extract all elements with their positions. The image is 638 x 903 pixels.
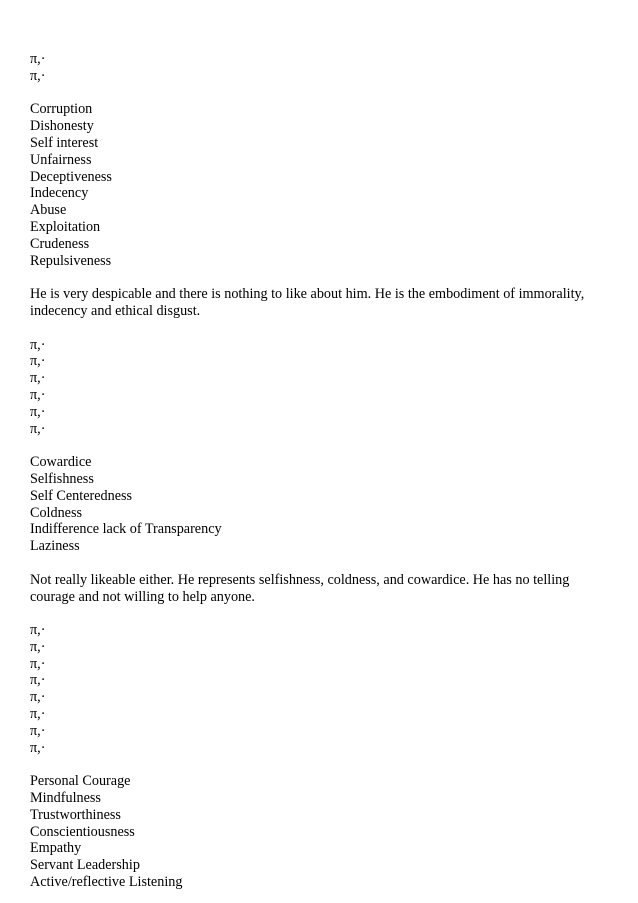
glyph-line: π,· (30, 638, 46, 655)
glyph-line: π,· (30, 403, 46, 420)
glyph-line: π,· (30, 336, 46, 353)
trait-list (30, 101, 610, 269)
glyph-line: π,· (30, 386, 46, 403)
spacer (30, 756, 610, 773)
spacer (30, 85, 610, 102)
trait-item: Cowardice (30, 454, 92, 471)
glyph-line: π,· (30, 722, 46, 739)
trait-list (30, 454, 610, 555)
glyph-line: π,· (30, 622, 46, 639)
spacer (30, 320, 610, 337)
trait-item: Selfishness (30, 470, 94, 487)
trait-item: Unfairness (30, 151, 92, 168)
description-paragraph: Not really likeable either. He represents selfishness, coldness, and cowardice. He has no telling courage and not willing to help anyone. (30, 571, 570, 605)
trait-item: Active/reflective Listening (30, 874, 183, 891)
trait-item: Servant Leadership (30, 857, 140, 874)
trait-list (30, 773, 610, 891)
glyph-line: π,· (30, 739, 46, 756)
glyph-line: π,· (30, 420, 46, 437)
trait-item: Corruption (30, 101, 93, 118)
trait-item: Abuse (30, 202, 67, 219)
section-block-3 (30, 622, 610, 891)
section-block-1 (30, 51, 610, 320)
glyph-line: π,· (30, 706, 46, 723)
document-page (30, 51, 610, 891)
trait-item: Indecency (30, 185, 89, 202)
trait-item: Crudeness (30, 235, 90, 252)
glyph-line: π,· (30, 689, 46, 706)
trait-item: Coldness (30, 504, 83, 521)
spacer (30, 555, 610, 572)
glyph-line: π,· (30, 655, 46, 672)
trait-item: Dishonesty (30, 118, 94, 135)
trait-item: Indifference lack of Transparency (30, 521, 222, 538)
trait-item: Self interest (30, 134, 99, 151)
glyph-line: π,· (30, 51, 46, 67)
trait-item: Conscientiousness (30, 823, 135, 840)
trait-item: Empathy (30, 840, 82, 857)
trait-item: Laziness (30, 538, 80, 555)
spacer (30, 269, 610, 286)
trait-item: Self Centeredness (30, 487, 133, 504)
trait-item: Deceptiveness (30, 168, 112, 185)
description-paragraph: He is very despicable and there is nothing to like about him. He is the embodiment of immorality, indecency and ethical disgust. (30, 286, 585, 319)
glyph-line: π,· (30, 370, 46, 387)
trait-item: Trustworthiness (30, 806, 121, 823)
spacer (30, 437, 610, 454)
section-block-2 (30, 337, 610, 606)
trait-item: Repulsiveness (30, 252, 112, 269)
trait-item: Mindfulness (30, 790, 101, 807)
glyph-line: π,· (30, 67, 46, 84)
glyph-line: π,· (30, 672, 46, 689)
trait-item: Personal Courage (30, 773, 131, 790)
trait-item: Exploitation (30, 218, 101, 235)
spacer (30, 605, 610, 622)
glyph-line: π,· (30, 353, 46, 370)
